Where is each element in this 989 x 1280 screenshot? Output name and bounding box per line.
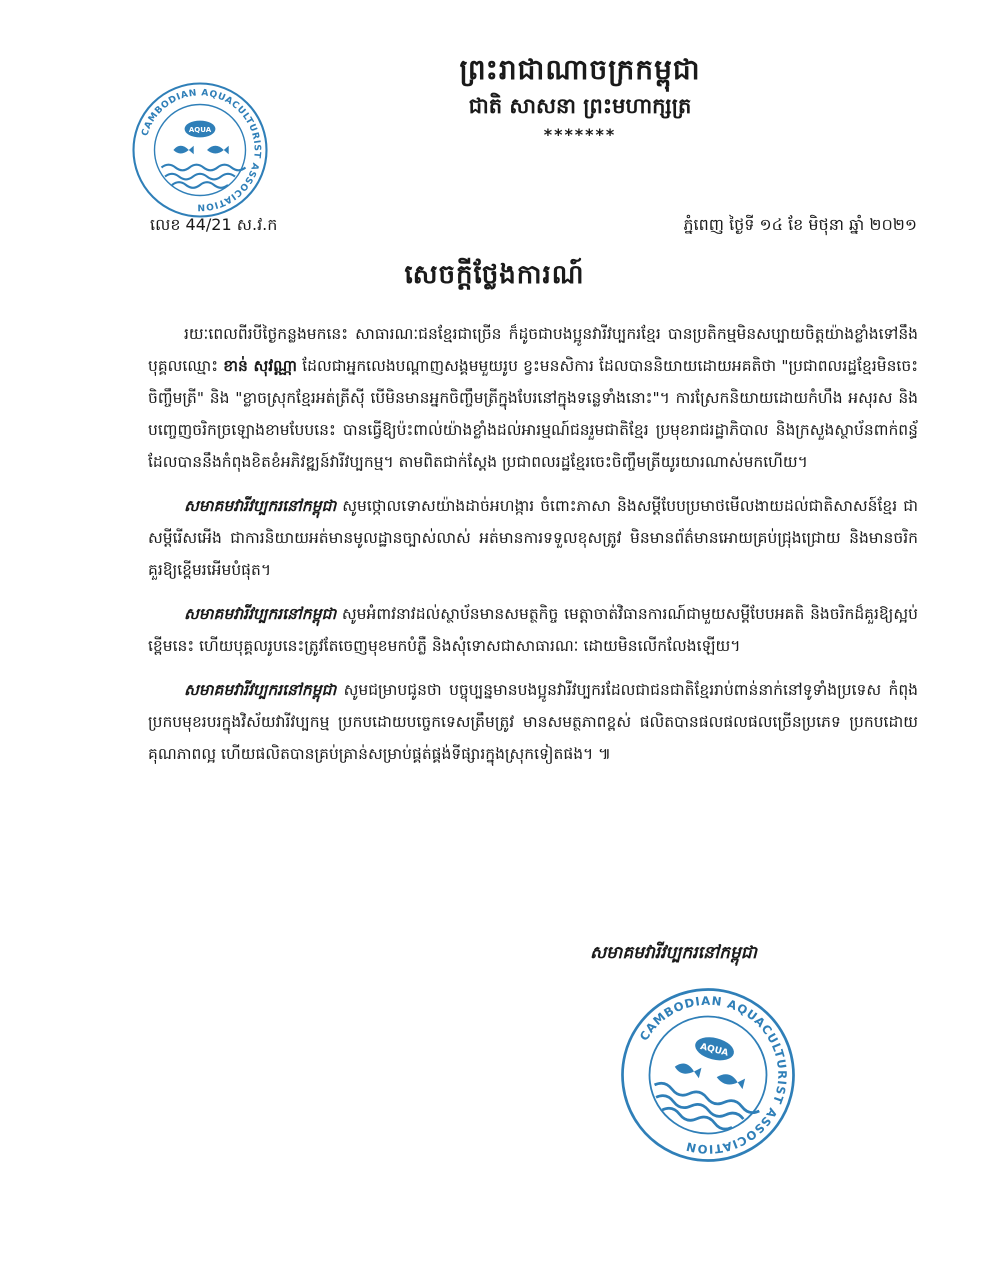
paragraph-1-text-a: រយៈពេលពីរបីថ្ងៃកន្លងមកនេះ សាធារណៈជនខ្មែរជាច្រើន ក៏ដូចជាបងប្អូនវារីវប្បករខ្មែរ បានប្រតិកម្មមិនសប្បាយចិត្តយ៉ាងខ្លាំងទៅនឹងបុគ្គលឈ្មោះ	[148, 325, 918, 375]
svg-text:AQUA: AQUA	[188, 125, 212, 134]
svg-text:CAMBODIAN AQUACULTURIST ASSOCI: CAMBODIAN AQUACULTURIST ASSOCIATION	[636, 993, 790, 1157]
paragraph-2-text: សូមថ្កោលទោសយ៉ាងដាច់អហង្ការ ចំពោះភាសា និងសម្ដីបែបប្រមាថមើលងាយដល់ជាតិសាសន៍ខ្មែរ ជាសម្ដីរើសអើង ជាការនិយាយអត់មានមូលដ្ឋានច្បាស់លាស់ អត់មានការទទួលខុសត្រូវ មិនមានព័ត៌មានអោយគ្រប់ជ្រុងជ្រោយ និងមានចរិកគួរឱ្យខ្ពើមរអើមបំផុត។	[148, 497, 918, 579]
paragraph-3-text: សូមអំពាវនាវដល់ស្ថាប័នមានសមត្ថកិច្ច មេត្តាចាត់វិធានការណ៍ជាមួយសម្ដីបែបអគតិ និងចរិកដ៏គួរឱ្យស្អប់ខ្ពើមនេះ ហើយបុគ្គលរូបនេះត្រូវតែចេញមុខមកបំភ្លឺ និងសុំទោសជាសាធារណៈ ដោយមិនលើកលែងឡើយ។	[148, 605, 918, 655]
paragraph-4-lead: សមាគមវារីវប្បករនៅកម្ពុជា	[184, 681, 337, 699]
paragraph-4	[148, 674, 918, 770]
header-stars: *******	[543, 125, 617, 144]
national-header	[300, 50, 860, 146]
paragraph-2-lead: សមាគមវារីវប្បករនៅកម្ពុជា	[184, 497, 337, 515]
national-motto: ជាតិ សាសនា ព្រះមហាក្សត្រ	[468, 94, 692, 118]
svg-text:AQUA: AQUA	[699, 1042, 730, 1059]
paragraph-3-lead: សមាគមវារីវប្បករនៅកម្ពុជា	[184, 605, 337, 623]
association-logo-icon	[130, 80, 270, 220]
date-line: ភ្នំពេញ ថ្ងៃទី ១៤ ខែ មិថុនា ឆ្នាំ ២០២១	[683, 215, 917, 234]
seal-icon	[599, 966, 817, 1184]
signature-label: សមាគមវារីវប្បករនៅកម្ពុជា	[590, 943, 757, 963]
statement-body	[148, 318, 918, 782]
person-name: ខាន់ សុវណ្ណា	[223, 357, 298, 375]
document-title: សេចក្ដីថ្លែងការណ៍	[404, 260, 585, 290]
reference-number: លេខ 44/21 ស.វ.ក	[150, 215, 278, 234]
svg-text:CAMBODIAN AQUACULTURIST ASSOCI: CAMBODIAN AQUACULTURIST ASSOCIATION	[140, 88, 262, 212]
paragraph-1-text-b: ដែលជាអ្នកលេងបណ្ដាញសង្គមមួយរូប ខ្វះមនសិការ ដែលបាននិយាយដោយអគតិថា "ប្រជាពលរដ្ឋខ្មែរមិនចេះចិញ្ចឹមត្រី" និង "ខ្លាចស្រុកខ្មែរអត់ត្រីស៊ី បើមិនមានអ្នកចិញ្ចឹមត្រីក្នុងបែរនៅក្នុងទន្លេទាំងនោះ"។ ការស្រែកនិយាយដោយកំហឹង អសុរស និងបញ្ចេញចរិកច្រឡោងខាមបែបនេះ បានធ្វើឱ្យប៉ះពាល់យ៉ាងខ្លាំងដល់អារម្មណ៍ជនរួមជាតិខ្មែរ ប្រមុខរាជរដ្ឋាភិបាល និងក្រសួងស្ថាប័នពាក់ពន្ធ័ដែលបាននឹងកំពុងខិតខំអភិវឌ្ឍន៍វារីវប្បកម្ម។ តាមពិតជាក់ស្ដែង ប្រជាពលរដ្ឋខ្មែរចេះចិញ្ចឹមត្រីយូរយារណាស់មកហើយ។	[148, 357, 919, 471]
paragraph-3	[148, 598, 918, 662]
paragraph-4-text: សូមជម្រាបជូនថា បច្ចុប្បន្នមានបងប្អូនវារីវប្បករដែលជាជនជាតិខ្មែររាប់ពាន់នាក់នៅទូទាំងប្រទេស កំពុងប្រកបមុខរបរក្នុងវិស័យវារីវប្បកម្ម ប្រកបដោយបច្ចេកទេសត្រឹមត្រូវ មានសមត្ថភាពខ្ពស់ ផលិតបានផលផលផលច្រើនប្រភេទ ប្រកបដោយគុណភាពល្អ ហើយផលិតបានគ្រប់គ្រាន់សម្រាប់ផ្គត់ផ្គង់ទីផ្សារក្នុងស្រុកទៀតផង។ ៕	[148, 681, 918, 763]
association-logo	[130, 80, 270, 220]
paragraph-2	[148, 490, 918, 586]
association-seal	[599, 966, 817, 1184]
kingdom-title: ព្រះរាជាណាចក្រកម្ពុជា	[459, 53, 701, 86]
paragraph-1	[148, 318, 918, 478]
